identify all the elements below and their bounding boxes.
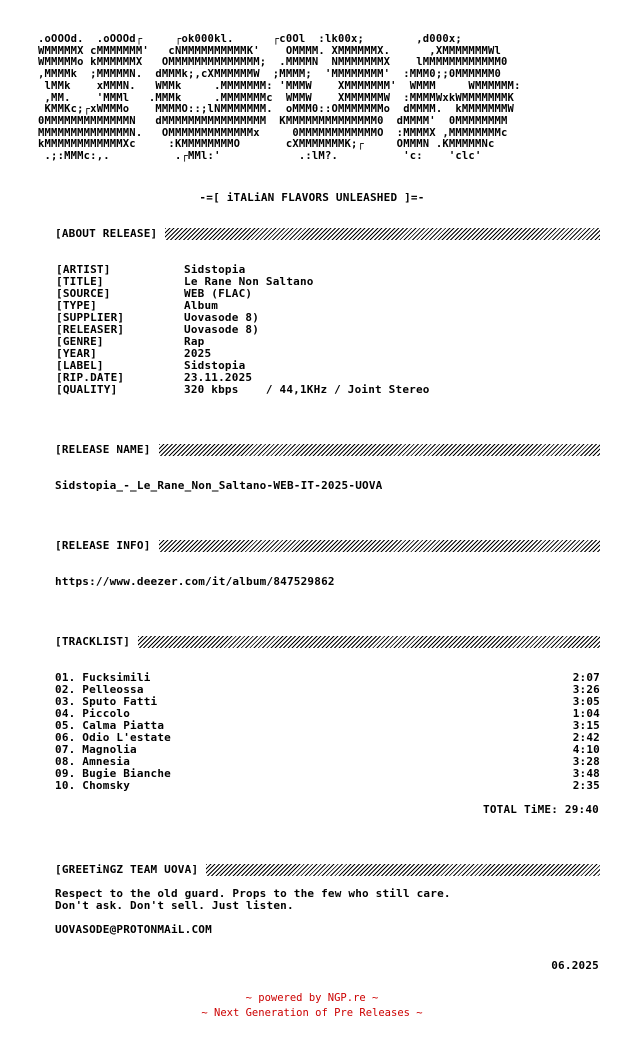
field-value: Sidstopia [184,359,246,372]
about-field-row [56,324,430,336]
track-title: 04. Piccolo [55,707,131,720]
ascii-logo-line: kMMMMMMMMMMMMXc :KMMMMMMMMO cXMMMMMMMK;┌ OMMMN .KMMMMMNc [38,138,495,151]
release-name-section-header [55,443,600,457]
field-value: Rap [184,335,205,348]
track-duration: 3:28 [572,755,600,768]
about-field-row [56,288,430,300]
field-key: [RELEASER] [56,323,125,336]
tracklist-header-label: [TRACKLIST] [55,635,131,648]
ascii-logo-line: 0MMMMMMMMMMMMMN dMMMMMMMMMMMMMMMM KMMMMMMMMMMMMMM0 dMMMM' 0MMMMMMMM [38,114,508,127]
track-duration: 4:10 [572,743,600,756]
ascii-logo-line: KMMKc;┌xWMMMo MMMMO::;lNMMMMMMM. oMMM0::OMMMMMMMo dMMMM. kMMMMMMMW [38,103,515,116]
greetings-line-1: Respect to the old guard. Props to the few who still care. [55,887,451,900]
about-header-label: [ABOUT RELEASE] [55,227,158,240]
greetings-line-2: Don't ask. Don't sell. Just listen. [55,899,294,912]
header-hatch-divider [138,636,600,648]
field-key: [GENRE] [56,335,104,348]
field-value: Sidstopia [184,263,246,276]
field-value: Uovasode 8) [184,311,260,324]
track-title: 07. Magnolia [55,743,137,756]
track-duration: 3:05 [572,695,600,708]
field-value: 320 kbps / 44,1KHz / Joint Stereo [184,383,430,396]
contact-email[interactable]: UOVASODE@PROTONMAiL.COM [55,923,212,936]
header-hatch-divider [165,228,600,240]
field-key: [TYPE] [56,299,97,312]
field-value: 2025 [184,347,212,360]
track-row [55,780,600,792]
field-key: [QUALITY] [56,383,118,396]
about-field-row [56,336,430,348]
ascii-logo-line: WMMMMMX cMMMMMMM' cNMMMMMMMMMMK' OMMMM. XMMMMMMX. ,XMMMMMMMWl [38,44,502,57]
field-value: 23.11.2025 [184,371,253,384]
header-hatch-divider [159,444,600,456]
about-section-header [55,227,600,241]
track-title: 05. Calma Piatta [55,719,165,732]
ascii-logo-line: WMMMMMo kMMMMMMX OMMMMMMMMMMMMMM; .MMMMN NMMMMMMMX lMMMMMMMMMMMM0 [38,56,508,69]
greetings-header-label: [GREETiNGZ TEAM UOVA] [55,863,199,876]
track-list [55,672,600,792]
field-key: [TITLE] [56,275,104,288]
field-key: [LABEL] [56,359,104,372]
field-key: [ARTIST] [56,263,111,276]
track-title: 02. Pelleossa [55,683,144,696]
header-hatch-divider [206,864,600,876]
track-title: 03. Sputo Fatti [55,695,158,708]
field-value: Uovasode 8) [184,323,260,336]
about-fields [56,264,430,396]
release-info-link[interactable]: https://www.deezer.com/it/album/847529862 [55,575,335,588]
footer-powered-by[interactable]: ~ powered by NGP.re ~ [245,992,379,1004]
track-row [55,696,600,708]
about-field-row [56,384,430,396]
tracklist-section-header [55,635,600,649]
ascii-logo-line: lMMk xMMMN. WMMk .MMMMMMM: 'MMMW XMMMMMMM' WMMM WMMMMMM: [38,79,521,92]
ascii-logo-line: ,MM. 'MMMl .MMMk .MMMMMMMc WMMW XMMMMMMW :MMMMWxkWMMMMMMMK [38,91,515,104]
track-duration: 3:15 [572,719,600,732]
track-row [55,744,600,756]
track-row [55,768,600,780]
footer-tagline: ~ Next Generation of Pre Releases ~ [201,1007,423,1019]
release-info-header-label: [RELEASE INFO] [55,539,151,552]
release-info-section-header [55,539,600,553]
field-key: [YEAR] [56,347,97,360]
tagline: -=[ iTALiAN FLAVORS UNLEASHED ]=- [199,191,425,204]
ascii-logo-line: MMMMMMMMMMMMMMN. OMMMMMMMMMMMMMx 0MMMMMMMMMMMMO :MMMMX ,MMMMMMMMc [38,126,508,139]
track-duration: 3:48 [572,767,600,780]
track-title: 01. Fucksimili [55,671,151,684]
field-key: [RIP.DATE] [56,371,125,384]
ascii-logo [38,34,618,163]
release-date-footer: 06.2025 [551,959,599,972]
release-name-header-label: [RELEASE NAME] [55,443,151,456]
greetings-section-header [55,863,600,877]
track-title: 08. Amnesia [55,755,131,768]
track-title: 06. Odio L'estate [55,731,171,744]
field-key: [SOURCE] [56,287,111,300]
track-duration: 3:26 [572,683,600,696]
track-duration: 2:35 [572,779,600,792]
ascii-logo-line: ,MMMMk ;MMMMMN. dMMMk;,cXMMMMMMW ;MMMM; 'MMMMMMMM' :MMM0;;0MMMMMM0 [38,68,502,81]
field-value: Album [184,299,219,312]
field-key: [SUPPLIER] [56,311,125,324]
field-value: Le Rane Non Saltano [184,275,314,288]
field-value: WEB (FLAC) [184,287,253,300]
track-duration: 2:07 [572,671,600,684]
track-title: 09. Bugie Bianche [55,767,171,780]
track-duration: 2:42 [572,731,600,744]
total-time: TOTAL TiME: 29:40 [483,803,599,816]
track-title: 10. Chomsky [55,779,131,792]
track-duration: 1:04 [572,707,600,720]
header-hatch-divider [159,540,600,552]
ascii-logo-line: .;:MMMc:,. .┌MMl:' .:lM?. 'c: 'clc' [38,150,482,163]
ascii-logo-line: .oOOOd. .oOOOd┌ ┌ok000kl. ┌c0Ol :lk00x; ,d000x; [38,33,462,45]
release-name-value: Sidstopia_-_Le_Rane_Non_Saltano-WEB-IT-2025-UOVA [55,479,383,492]
